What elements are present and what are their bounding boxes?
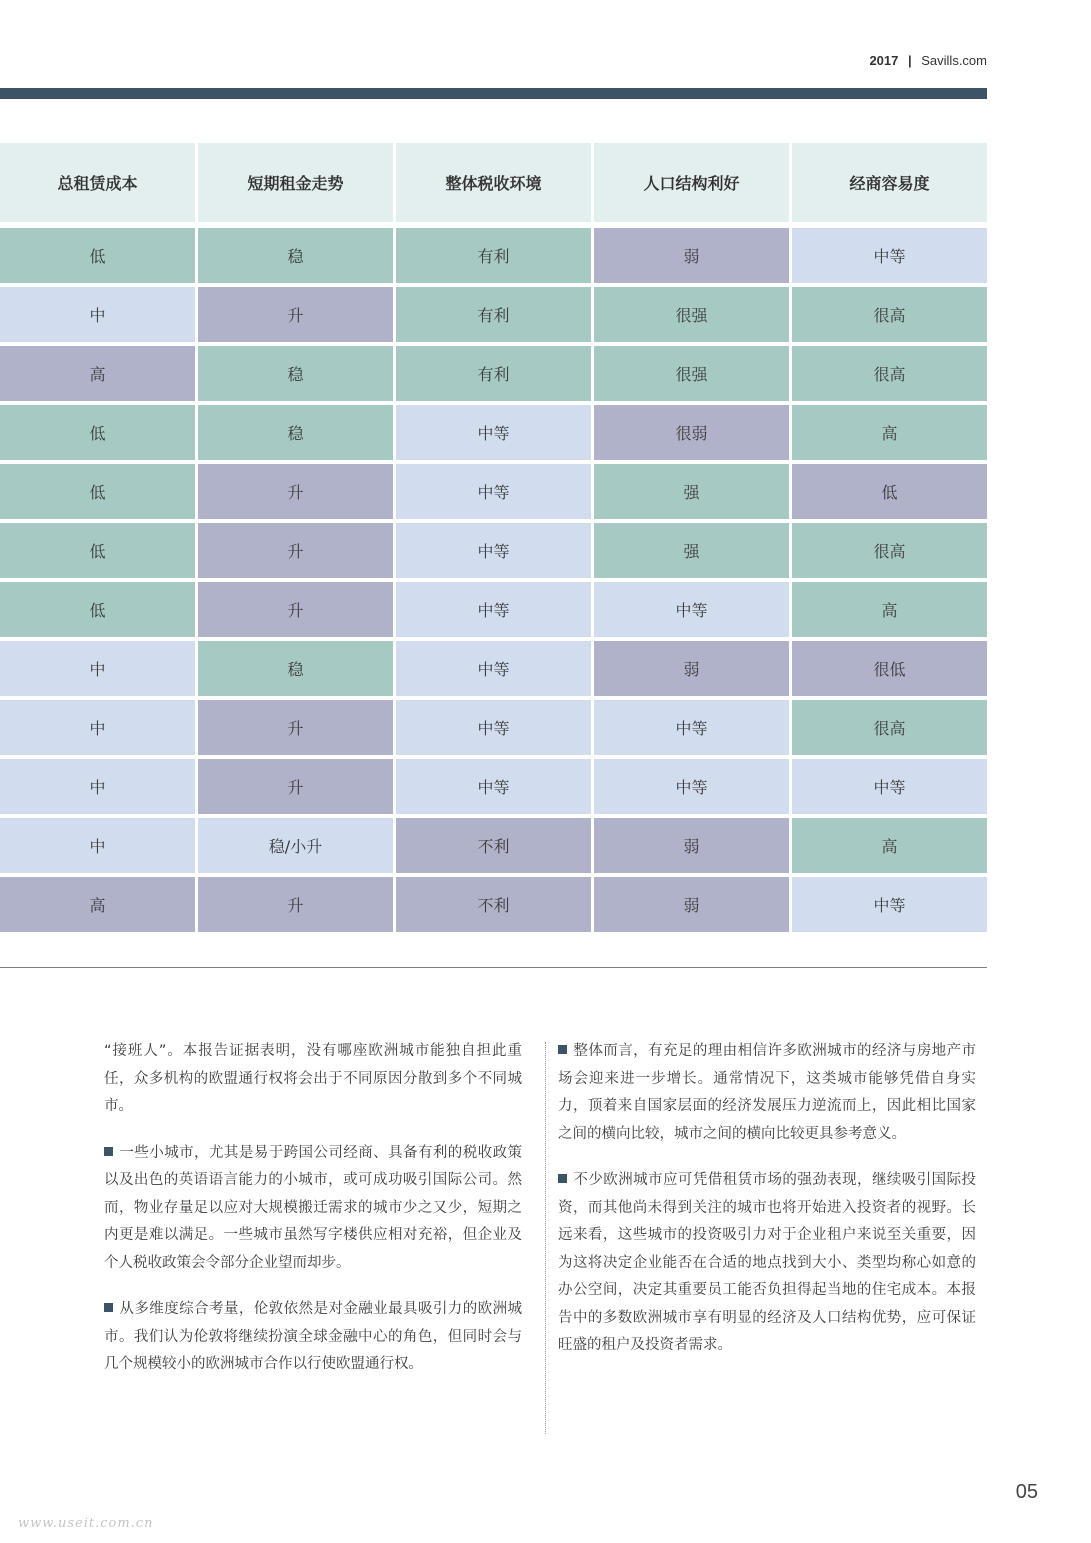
header-ease-of-business: 经商容易度: [792, 143, 987, 222]
table-cell: 很高: [792, 523, 987, 578]
paragraph: [558, 1038, 976, 1148]
page-header: [869, 53, 987, 68]
table-row: [0, 759, 987, 814]
table-cell: 稳: [198, 641, 393, 696]
table-cell: 稳/小升: [198, 818, 393, 873]
header-demographics: 人口结构利好: [594, 143, 789, 222]
table-cell: 不利: [396, 877, 591, 932]
table-cell: 高: [0, 346, 195, 401]
table-cell: 不利: [396, 818, 591, 873]
table-cell: 很低: [792, 641, 987, 696]
column-divider: [545, 1042, 546, 1434]
table-cell: 中等: [594, 582, 789, 637]
paragraph-text: 整体而言，有充足的理由相信许多欧洲城市的经济与房地产市场会迎来进一步增长。通常情况下，这类城市能够凭借自身实力，顶着来自国家层面的经济发展压力逆流而上，因此相比国家之间的横向比较，城市之间的横向比较更具参考意义。: [558, 1043, 976, 1142]
table-cell: 低: [0, 464, 195, 519]
table-cell: 弱: [594, 818, 789, 873]
square-bullet-icon: [104, 1147, 113, 1156]
table-row: [0, 346, 987, 401]
paragraph: [558, 1167, 976, 1360]
table-cell: 弱: [594, 228, 789, 283]
header-bar: [0, 88, 987, 99]
table-cell: 有利: [396, 346, 591, 401]
table-cell: 中: [0, 700, 195, 755]
table-row: [0, 700, 987, 755]
table-body: [0, 228, 987, 932]
table-cell: 中等: [594, 700, 789, 755]
table-row: [0, 523, 987, 578]
header-separator: |: [907, 53, 912, 68]
table-cell: 中: [0, 641, 195, 696]
table-cell: 稳: [198, 228, 393, 283]
table-cell: 高: [792, 582, 987, 637]
table-cell: 中等: [396, 641, 591, 696]
square-bullet-icon: [558, 1045, 567, 1054]
paragraph: [104, 1038, 522, 1121]
paragraph: [104, 1296, 522, 1379]
table-cell: 中: [0, 759, 195, 814]
table-cell: 很高: [792, 700, 987, 755]
table-row: [0, 641, 987, 696]
table-cell: 升: [198, 464, 393, 519]
table-cell: 很强: [594, 346, 789, 401]
table-cell: 升: [198, 700, 393, 755]
table-cell: 低: [0, 228, 195, 283]
table-cell: 中: [0, 287, 195, 342]
table-cell: 有利: [396, 287, 591, 342]
table-cell: 有利: [396, 228, 591, 283]
table-cell: 中等: [396, 582, 591, 637]
right-text-column: [558, 1038, 976, 1379]
table-cell: 中等: [396, 523, 591, 578]
table-row: [0, 464, 987, 519]
table-row: [0, 818, 987, 873]
page-number: 05: [1015, 1481, 1038, 1503]
paragraph: [104, 1140, 522, 1278]
table-cell: 中等: [792, 228, 987, 283]
table-cell: 升: [198, 759, 393, 814]
table-cell: 高: [792, 818, 987, 873]
table-header-row: [0, 143, 987, 222]
table-cell: 低: [0, 405, 195, 460]
table-cell: 稳: [198, 346, 393, 401]
table-cell: 很高: [792, 287, 987, 342]
header-site: Savills.com: [921, 53, 987, 68]
table-cell: 中等: [792, 759, 987, 814]
table-cell: 很弱: [594, 405, 789, 460]
table-row: [0, 877, 987, 932]
table-cell: 中等: [396, 700, 591, 755]
table-cell: 中等: [396, 464, 591, 519]
table-cell: 中: [0, 818, 195, 873]
table-cell: 弱: [594, 877, 789, 932]
section-rule: [0, 967, 987, 968]
table-cell: 升: [198, 877, 393, 932]
table-row: [0, 405, 987, 460]
table-cell: 中等: [594, 759, 789, 814]
table-cell: 升: [198, 582, 393, 637]
header-total-rent-cost: 总租赁成本: [0, 143, 195, 222]
table-cell: 中等: [792, 877, 987, 932]
table-row: [0, 287, 987, 342]
header-year: 2017: [869, 53, 899, 68]
header-tax-environment: 整体税收环境: [396, 143, 591, 222]
paragraph-text: 从多维度综合考量，伦敦依然是对金融业最具吸引力的欧洲城市。我们认为伦敦将继续扮演全球金融中心的角色，但同时会与几个规模较小的欧洲城市合作以行使欧盟通行权。: [104, 1301, 522, 1372]
comparison-table: [0, 143, 987, 936]
paragraph-text: 不少欧洲城市应可凭借租赁市场的强劲表现，继续吸引国际投资，而其他尚未得到关注的城市也将开始进入投资者的视野。长远来看，这些城市的投资吸引力对于企业租户来说至关重要，因为这将决定企业能否在合适的地点找到大小、类型均称心如意的办公空间，决定其重要员工能否负担得起当地的住宅成本。本报告中的多数欧洲城市享有明显的经济及人口结构优势，应可保证旺盛的租户及投资者需求。: [558, 1172, 976, 1353]
table-cell: 强: [594, 464, 789, 519]
table-cell: 升: [198, 523, 393, 578]
table-cell: 稳: [198, 405, 393, 460]
table-cell: 很强: [594, 287, 789, 342]
square-bullet-icon: [558, 1174, 567, 1183]
table-cell: 中等: [396, 759, 591, 814]
header-short-term-rent-trend: 短期租金走势: [198, 143, 393, 222]
table-row: [0, 582, 987, 637]
table-cell: 低: [792, 464, 987, 519]
paragraph-text: 一些小城市，尤其是易于跨国公司经商、具备有利的税收政策以及出色的英语语言能力的小城市，或可成功吸引国际公司。然而，物业存量足以应对大规模搬迁需求的城市少之又少，短期之内更是难以满足。一些城市虽然写字楼供应相对充裕，但企业及个人税收政策会令部分企业望而却步。: [104, 1144, 522, 1271]
table-cell: 升: [198, 287, 393, 342]
left-text-column: [104, 1038, 522, 1398]
table-cell: 很高: [792, 346, 987, 401]
table-cell: 中等: [396, 405, 591, 460]
table-cell: 弱: [594, 641, 789, 696]
square-bullet-icon: [104, 1303, 113, 1312]
watermark: www.useit.com.cn: [18, 1516, 154, 1531]
table-cell: 高: [792, 405, 987, 460]
table-cell: 低: [0, 523, 195, 578]
table-cell: 低: [0, 582, 195, 637]
table-cell: 高: [0, 877, 195, 932]
paragraph-text: “接班人”。本报告证据表明，没有哪座欧洲城市能独自担此重任，众多机构的欧盟通行权将会出于不同原因分散到多个不同城市。: [104, 1043, 522, 1114]
table-cell: 强: [594, 523, 789, 578]
table-row: [0, 228, 987, 283]
